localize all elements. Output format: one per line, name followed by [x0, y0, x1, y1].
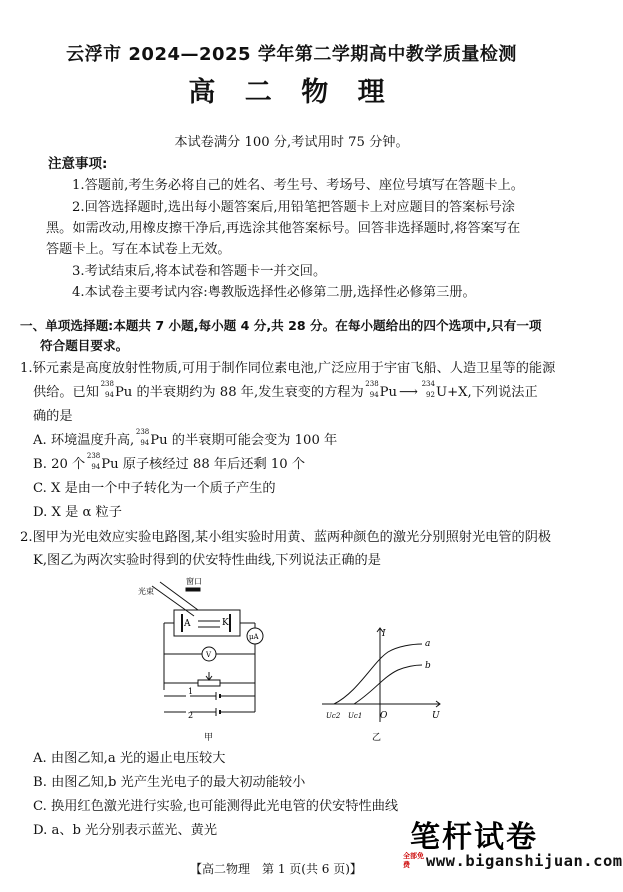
exam-title: 云浮市 2024—2025 学年第二学期高中教学质量检测	[66, 44, 517, 65]
figure-circuit	[138, 572, 268, 744]
watermark-url: www.biganshijuan.com	[426, 852, 623, 870]
label-switch-2: 2	[188, 711, 194, 720]
q1-option-a: A. 环境温度升高, 238 94 Pu 的半衰期可能会变为 100 年	[33, 428, 338, 448]
page-footer: 【高二物理 第 1 页(共 6 页)】	[190, 862, 362, 876]
figure-iv-curve	[318, 622, 448, 744]
label-beam: 光束	[138, 587, 154, 596]
notice-line-3: 黑。如需改动,用橡皮擦干净后,再选涂其他答案标号。回答非选择题时,将答案写在	[46, 221, 521, 236]
label-cathode: K	[222, 618, 229, 628]
q1-option-b: B. 20 个 238 94 Pu 原子核经过 88 年后还剩 10 个	[33, 452, 306, 472]
label-uc2: Uc2	[326, 712, 341, 720]
q2-option-d: D. a、b 光分别表示蓝光、黄光	[33, 823, 218, 838]
watermark-brand: 笔杆试卷	[410, 820, 538, 855]
nuclide-u: 234 92	[421, 380, 435, 399]
label-uc1: Uc1	[348, 712, 363, 720]
nuclide-pu: 238 94	[135, 428, 150, 447]
notice-line-6: 4.本试卷主要考试内容:粤教版选择性必修第二册,选择性必修第三册。	[72, 285, 476, 300]
notice-line-4: 答题卡上。写在本试卷上无效。	[46, 242, 231, 257]
label-anode: A	[184, 619, 191, 629]
label-origin: O	[380, 711, 388, 721]
notice-line-2: 2.回答选择题时,选出每小题答案后,用铅笔把答题卡上对应题目的答案标号涂	[72, 200, 515, 215]
q2-option-a: A. 由图乙知,a 光的遏止电压较大	[33, 751, 226, 766]
q2-stem-line1: 2.图甲为光电效应实验电路图,某小组实验时用黄、蓝两种颜色的激光分别照射光电管的阴极	[20, 530, 552, 545]
label-window: 窗口	[186, 577, 202, 586]
notice-line-1: 1.答题前,考生务必将自己的姓名、考生号、考场号、座位号填写在答题卡上。	[72, 178, 524, 193]
decay-arrow: ⟶	[399, 385, 418, 400]
q1-stem-line1: 1.钚元素是高度放射性物质,可用于制作同位素电池,广泛应用于宇宙飞船、人造卫星等的能源	[20, 361, 556, 376]
label-u: U	[432, 711, 440, 721]
q2-option-b: B. 由图乙知,b 光产生光电子的最大初动能较小	[33, 775, 306, 790]
label-microammeter: μA	[249, 633, 259, 641]
curve-b	[354, 665, 422, 704]
curve-a	[334, 644, 422, 704]
window-slot	[186, 588, 200, 591]
q1-stem-line2: 供给。已知 238 94 Pu 的半衰期约为 88 年,发生衰变的方程为 238 94 Pu ⟶ 234 92 U+X,下列说法正	[33, 380, 538, 400]
nuclide-pu: 238 94	[100, 380, 114, 399]
caption-fig-b: 乙	[372, 733, 382, 743]
label-curve-b: b	[425, 661, 431, 671]
q1-stem-line3: 确的是	[33, 409, 73, 424]
q2-stem-line2: K,图乙为两次实验时得到的伏安特性曲线,下列说法正确的是	[33, 553, 381, 568]
section1-heading: 一、单项选择题:本题共 7 小题,每小题 4 分,共 28 分。在每小题给出的四个选项中,只有一项	[20, 318, 542, 333]
label-i: I	[382, 629, 386, 639]
nuclide-pu: 238 94	[86, 452, 101, 471]
watermark-tag: 全部免费	[403, 852, 424, 869]
notice-heading: 注意事项:	[48, 156, 108, 172]
q2-option-c: C. 换用红色激光进行实验,也可能测得此光电管的伏安特性曲线	[33, 799, 399, 814]
nuclide-pu: 238 94	[365, 380, 379, 399]
q1-option-d: D. X 是 α 粒子	[33, 505, 122, 520]
notice-line-5: 3.考试结束后,将本试卷和答题卡一并交回。	[72, 264, 327, 279]
q1-option-c: C. X 是由一个中子转化为一个质子产生的	[33, 481, 276, 496]
subject-title: 高 二 物 理	[188, 77, 395, 108]
label-switch-1: 1	[188, 687, 194, 696]
label-curve-a: a	[425, 639, 431, 649]
caption-fig-a: 甲	[204, 733, 214, 743]
intro-text: 本试卷满分 100 分,考试用时 75 分钟。	[174, 135, 409, 150]
label-voltmeter: V	[206, 651, 212, 659]
rheostat	[198, 680, 220, 686]
section1-heading-cont: 符合题目要求。	[40, 338, 129, 353]
